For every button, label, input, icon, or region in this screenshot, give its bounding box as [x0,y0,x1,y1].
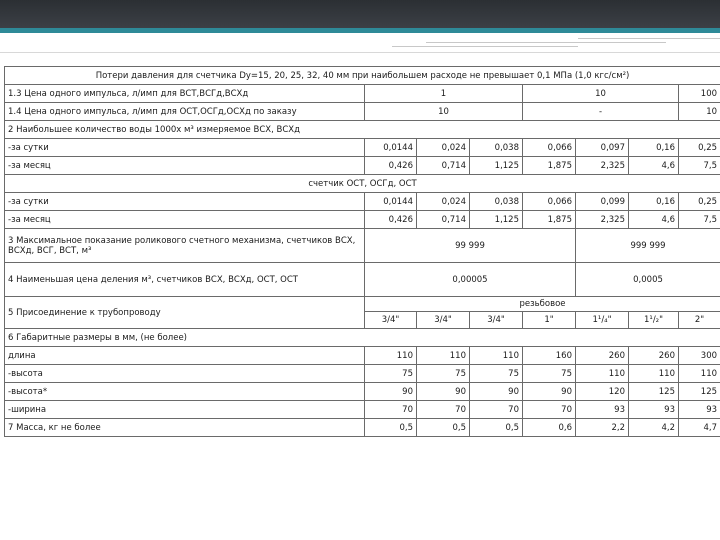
table-cell: 1 [365,85,523,103]
table-cell: 7,5 [679,211,720,229]
table-cell: 0,024 [417,193,470,211]
table-cell: 4,7 [679,419,720,437]
table-cell: 120 [576,383,629,401]
table-row [5,175,720,193]
table-row [5,67,720,85]
table-cell: 75 [365,365,417,383]
specification-table [4,66,720,437]
table-cell: резьбовое [365,297,720,312]
table-cell: 2" [679,312,720,329]
table-row [5,139,720,157]
table-row [5,103,720,121]
table-row [5,383,720,401]
table-cell: 90 [523,383,576,401]
table-row [5,157,720,175]
table-cell: 1¹/₂" [629,312,679,329]
table-cell: 0,6 [523,419,576,437]
table-cell: 260 [576,347,629,365]
table-row [5,193,720,211]
table-cell: -за месяц [5,211,365,229]
table-cell: 110 [629,365,679,383]
table-cell: 0,5 [417,419,470,437]
table-cell: 3 Максимальное показание роликового счетного механизма, счетчиков ВСХ, ВСХд, ВСГ, ВСТ, м³ [5,229,365,263]
table-cell: 10 [365,103,523,121]
table-cell: 110 [417,347,470,365]
table-row [5,85,720,103]
table-cell: 70 [417,401,470,419]
table-cell: 110 [679,365,720,383]
table-cell: 2,2 [576,419,629,437]
table-cell: счетчик ОСТ, ОСГд, ОСТ [5,175,720,193]
table-cell: 1,125 [470,157,523,175]
table-cell: 125 [679,383,720,401]
table-cell: 90 [365,383,417,401]
table-cell: 3/4" [417,312,470,329]
table-cell: -за сутки [5,139,365,157]
table-cell: 3/4" [365,312,417,329]
table-row [5,229,720,263]
table-cell: 999 999 [576,229,720,263]
table-cell: 125 [629,383,679,401]
table-cell: -высота [5,365,365,383]
table-cell: 7,5 [679,157,720,175]
table-cell: 110 [470,347,523,365]
table-row [5,419,720,437]
table-cell: 1,875 [523,211,576,229]
decor-line [578,38,720,39]
table-cell: 0,25 [679,193,720,211]
table-cell: 4,2 [629,419,679,437]
table-cell: 75 [470,365,523,383]
table-cell: -высота* [5,383,365,401]
table-cell: 0,0144 [365,139,417,157]
table-cell: 0,038 [470,139,523,157]
table-cell: 10 [523,85,679,103]
table-cell: 300 [679,347,720,365]
table-cell: 4 Наименьшая цена деления м³, счетчиков ВСХ, ВСХд, ОСТ, ОСТ [5,263,365,297]
table-cell: 93 [679,401,720,419]
slide-divider [0,33,720,36]
slide-top-bar [0,0,720,28]
table-cell: 70 [365,401,417,419]
table-cell: 4,6 [629,211,679,229]
table-cell: 110 [365,347,417,365]
table-cell: - [523,103,679,121]
decor-line [392,46,578,47]
table-cell: 0,066 [523,193,576,211]
table-cell: 75 [523,365,576,383]
table-cell: 0,066 [523,139,576,157]
decor-line [426,42,666,43]
table-cell: 2,325 [576,157,629,175]
table-cell: -за месяц [5,157,365,175]
table-cell: 1,875 [523,157,576,175]
table-row [5,347,720,365]
table-cell: 93 [576,401,629,419]
table-cell: 90 [470,383,523,401]
table-cell: 75 [417,365,470,383]
table-cell: 0,714 [417,211,470,229]
table-row [5,329,720,347]
table-cell: 0,038 [470,193,523,211]
table-cell: 100 [679,85,720,103]
table-cell: 1" [523,312,576,329]
table-cell: 90 [417,383,470,401]
table-cell: 6 Габаритные размеры в мм, (не более) [5,329,720,347]
table-cell: 0,426 [365,157,417,175]
table-cell: -за сутки [5,193,365,211]
table-cell: 260 [629,347,679,365]
table-cell: 0,097 [576,139,629,157]
table-cell: 0,0144 [365,193,417,211]
table-cell: 99 999 [365,229,576,263]
table-cell: 0,5 [470,419,523,437]
table-row [5,121,720,139]
table-cell: 0,099 [576,193,629,211]
table-cell: 1,125 [470,211,523,229]
table-cell: 70 [523,401,576,419]
table-cell: 2,325 [576,211,629,229]
table-cell: 0,25 [679,139,720,157]
table-cell: 1.4 Цена одного импульса, л/имп для ОСТ,ОСГд,ОСХд по заказу [5,103,365,121]
table-cell: 0,16 [629,193,679,211]
table-row [5,365,720,383]
table-cell: 0,00005 [365,263,576,297]
table-cell: 5 Присоединение к трубопроводу [5,297,365,329]
table-cell: 0,0005 [576,263,720,297]
table-cell: 2 Наибольшее количество воды 1000х м³ измеряемое ВСХ, ВСХд [5,121,720,139]
table-row [5,297,720,312]
table-row [5,401,720,419]
table-cell: 0,5 [365,419,417,437]
table-cell: 160 [523,347,576,365]
table-cell: 0,714 [417,157,470,175]
table-cell: -ширина [5,401,365,419]
decor-line [0,52,720,53]
table-cell: 1¹/₄" [576,312,629,329]
table-cell: 0,024 [417,139,470,157]
table-row [5,263,720,297]
table-cell: Потери давления для счетчика Dу=15, 20, 25, 32, 40 мм при наибольшем расходе не превышает 0,1 МПа (1,0 кгс/см²) [5,67,720,85]
table-cell: 4,6 [629,157,679,175]
table-cell: 70 [470,401,523,419]
table-cell: 0,426 [365,211,417,229]
table-cell: 93 [629,401,679,419]
table-row [5,211,720,229]
table-cell: 10 [679,103,720,121]
table-cell: 110 [576,365,629,383]
table-cell: 3/4" [470,312,523,329]
table-cell: 0,16 [629,139,679,157]
table-cell: длина [5,347,365,365]
table-cell: 7 Масса, кг не более [5,419,365,437]
table-cell: 1.3 Цена одного импульса, л/имп для ВСТ,ВСГд,ВСХд [5,85,365,103]
